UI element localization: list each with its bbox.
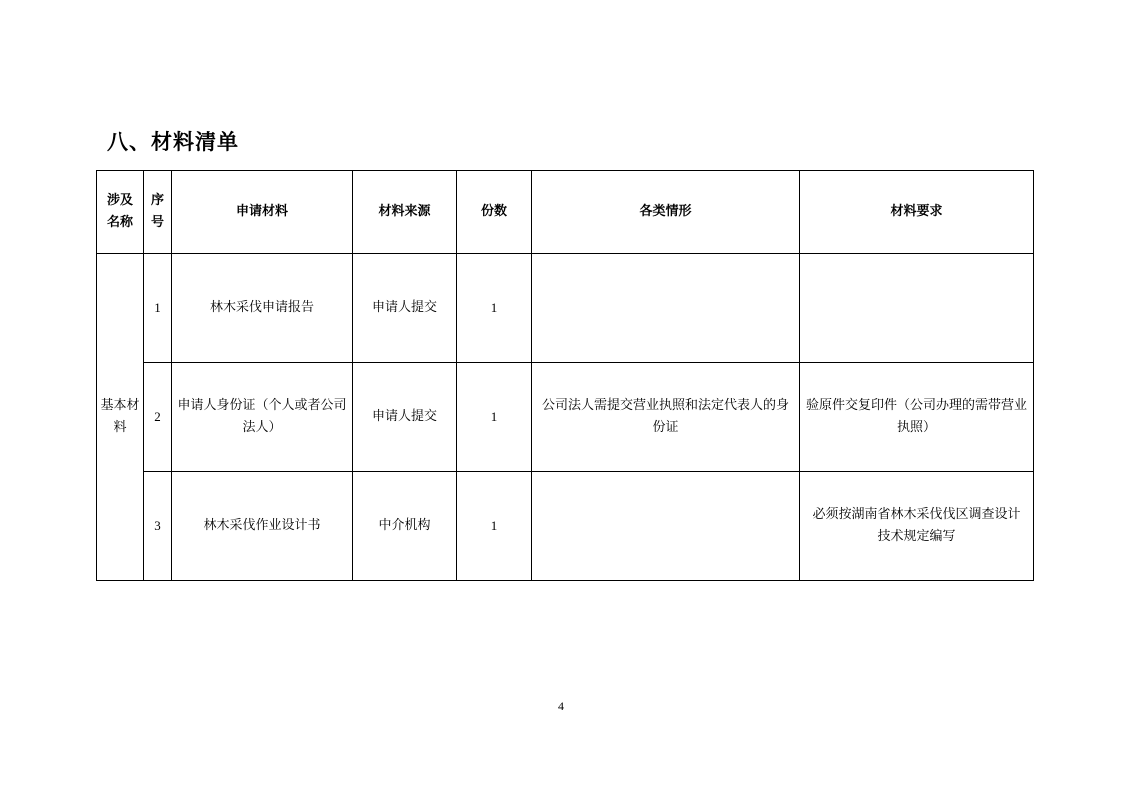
requirements-cell [800,472,1034,581]
requirements-text-line: 必须按湖南省林木采伐伐区调查设计 [812,507,1021,522]
seq-cell: 2 [144,363,172,472]
copies-cell: 1 [457,363,532,472]
material-text-line: 申请人身份证（个人或者公司 [177,398,347,413]
header-category [97,171,144,254]
header-seq [144,171,172,254]
requirements-cell [800,363,1034,472]
material-text-line: 法人） [242,420,282,435]
materials-table [96,170,1034,581]
page-number: 4 [558,699,564,713]
category-cell [97,254,144,581]
header-copies: 份数 [457,171,532,254]
requirements-text-line: 执照） [896,420,936,435]
header-situations: 各类情形 [532,171,800,254]
situations-cell [532,472,800,581]
copies-cell: 1 [457,254,532,363]
table-row [97,363,1034,472]
situations-cell [532,363,800,472]
source-cell: 中介机构 [353,472,457,581]
material-cell [172,254,353,363]
material-text: 林木采伐作业设计书 [203,518,321,533]
header-seq-line: 序 [150,193,164,208]
copies-cell: 1 [457,472,532,581]
source-cell: 申请人提交 [353,363,457,472]
situations-cell [532,254,800,363]
section-title: 八、材料清单 [107,130,239,154]
table-header-row [97,171,1034,254]
table-row [97,254,1034,363]
category-label-line: 料 [113,420,127,435]
source-cell: 申请人提交 [353,254,457,363]
material-cell [172,472,353,581]
requirements-text-line: 技术规定编写 [877,529,956,544]
table-row [97,472,1034,581]
header-category-line: 涉及 [106,193,133,208]
requirements-text-line: 验原件交复印件（公司办理的需带营业 [805,398,1027,413]
material-text: 林木采伐申请报告 [209,300,314,315]
header-material: 申请材料 [172,171,353,254]
seq-cell: 1 [144,254,172,363]
category-label-line: 基本材 [100,398,140,413]
material-cell [172,363,353,472]
requirements-cell [800,254,1034,363]
situations-text-line: 份证 [652,420,679,435]
seq-cell: 3 [144,472,172,581]
header-seq-line: 号 [150,215,164,230]
header-category-line: 名称 [106,215,133,230]
header-requirements: 材料要求 [800,171,1034,254]
header-source: 材料来源 [353,171,457,254]
situations-text-line: 公司法人需提交营业执照和法定代表人的身 [541,398,789,413]
